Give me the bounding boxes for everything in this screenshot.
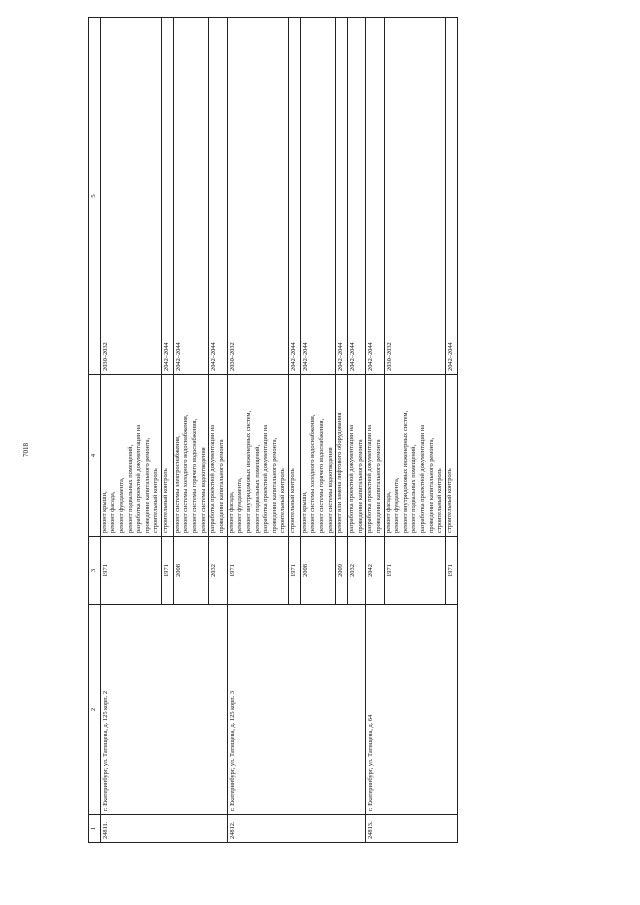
work-item: ремонт системы горячего водоснабжения, — [191, 418, 199, 533]
planned-period — [289, 18, 301, 375]
work-item: ремонт фундамента, — [393, 477, 401, 533]
work-types — [289, 375, 301, 537]
reference-year: 2009 — [336, 537, 348, 605]
work-item: строительный контроль — [152, 468, 160, 533]
work-item: ремонт фундамента, — [117, 477, 125, 533]
work-item: строительный контроль — [279, 468, 287, 533]
work-item: ремонт фасада, — [384, 491, 392, 533]
work-types — [384, 375, 445, 537]
reference-year: 1971 — [162, 537, 174, 605]
planned-period-value: 2042–2044 — [337, 342, 345, 371]
planned-period — [162, 18, 174, 375]
schedule-table-rotated — [88, 18, 563, 843]
table-row — [100, 18, 161, 843]
planned-period — [100, 18, 161, 375]
work-item: ремонт или замена лифтового оборудования — [336, 412, 344, 533]
row-number: 24811. — [100, 815, 227, 843]
work-types — [100, 375, 161, 537]
reference-year: 1971 — [100, 537, 161, 605]
planned-period — [300, 18, 336, 375]
planned-period-value: 2030–2032 — [385, 342, 393, 371]
work-item: разработка проектной документации на — [135, 424, 143, 533]
work-item: ремонт подвальных помещений, — [410, 444, 418, 533]
header-row — [89, 18, 101, 843]
planned-period-value: 2030–2032 — [101, 342, 109, 371]
work-item: ремонт системы электроснабжения, — [173, 435, 181, 533]
work-item: строительный контроль — [289, 468, 297, 533]
reference-year: 2008 — [173, 537, 209, 605]
planned-period — [384, 18, 445, 375]
planned-period-value: 2042–2044 — [348, 342, 356, 371]
work-item: строительный контроль — [436, 468, 444, 533]
reference-year: 2032 — [347, 537, 365, 605]
work-item: ремонт системы водоотведения — [326, 447, 334, 533]
planned-period-value: 2042–2044 — [446, 342, 454, 371]
reference-year: 2042 — [366, 537, 384, 605]
planned-period — [445, 18, 457, 375]
work-item: проведение капитального ремонта — [356, 439, 364, 533]
planned-period — [366, 18, 384, 375]
work-types — [209, 375, 227, 537]
page-number: 7018 — [22, 443, 30, 457]
work-item: разработка проектной документации на — [209, 424, 217, 533]
work-types — [173, 375, 209, 537]
work-item: ремонт фасада, — [109, 491, 117, 533]
work-item: ремонт системы холодного водоснабжения, — [309, 414, 317, 533]
work-types — [347, 375, 365, 537]
header-col-1: 1 — [89, 815, 101, 843]
work-item: ремонт системы холодного водоснабжения, — [182, 414, 190, 533]
work-item: разработка проектной документации на — [262, 424, 270, 533]
work-types — [336, 375, 348, 537]
building-address: г. Екатеринбург, ул. Татищева, д. 125 корп. 2 — [100, 605, 227, 815]
planned-period — [347, 18, 365, 375]
row-number: 24813. — [366, 815, 457, 843]
planned-period-value: 2030–2032 — [228, 342, 236, 371]
work-item: ремонт внутридомовых инженерных систем, — [401, 410, 409, 533]
work-types — [366, 375, 384, 537]
work-types — [445, 375, 457, 537]
work-item: строительный контроль — [162, 468, 170, 533]
reference-year: 2008 — [300, 537, 336, 605]
planned-period-value: 2042–2044 — [163, 342, 171, 371]
reference-year: 1971 — [227, 537, 288, 605]
reference-year: 1971 — [445, 537, 457, 605]
work-item: разработка проектной документации на — [347, 424, 355, 533]
work-item: ремонт системы горячего водоснабжения, — [318, 418, 326, 533]
work-item: строительный контроль — [445, 468, 453, 533]
work-types — [227, 375, 288, 537]
planned-period-value: 2042–2044 — [290, 342, 298, 371]
work-item: ремонт внутридомовых инженерных систем, — [244, 410, 252, 533]
planned-period — [336, 18, 348, 375]
building-address: г. Екатеринбург, ул. Татищева, д. 64 — [366, 605, 457, 815]
table-row — [366, 18, 384, 843]
reference-year: 1971 — [289, 537, 301, 605]
table-row — [227, 18, 288, 843]
work-item: ремонт системы водоотведения — [199, 447, 207, 533]
schedule-table-frame — [88, 18, 563, 843]
planned-period — [209, 18, 227, 375]
work-item: ремонт подвальных помещений, — [126, 444, 134, 533]
work-types — [162, 375, 174, 537]
work-item: ремонт фундамента, — [236, 477, 244, 533]
planned-period — [173, 18, 209, 375]
work-item: разработка проектной документации на — [366, 424, 374, 533]
work-item: проведение капитального ремонта, — [427, 437, 435, 533]
work-item: ремонт крыши, — [100, 491, 108, 533]
planned-period-value: 2042–2044 — [174, 342, 182, 371]
work-item: ремонт крыши, — [300, 491, 308, 533]
work-item: проведение капитального ремонта, — [270, 437, 278, 533]
capital-repair-schedule-table — [88, 17, 458, 843]
work-item: проведение капитального ремонта, — [143, 437, 151, 533]
work-item: ремонт подвальных помещений, — [253, 444, 261, 533]
work-item: ремонт фасада, — [227, 491, 235, 533]
planned-period — [227, 18, 288, 375]
reference-year: 2032 — [209, 537, 227, 605]
building-address: г. Екатеринбург, ул. Татищева, д. 125 корп. 3 — [227, 605, 366, 815]
row-number: 24812. — [227, 815, 366, 843]
work-item: разработка проектной документации на — [419, 424, 427, 533]
reference-year: 1971 — [384, 537, 445, 605]
planned-period-value: 2042–2044 — [301, 342, 309, 371]
planned-period-value: 2042–2044 — [210, 342, 218, 371]
work-item: проведение капитального ремонта — [374, 439, 382, 533]
header-col-4: 4 — [89, 375, 101, 537]
header-col-2: 2 — [89, 605, 101, 815]
table-body — [100, 18, 457, 843]
header-col-5: 5 — [89, 18, 101, 375]
header-col-3: 3 — [89, 537, 101, 605]
work-item: проведение капитального ремонта — [217, 439, 225, 533]
work-types — [300, 375, 336, 537]
planned-period-value: 2042–2044 — [367, 342, 375, 371]
